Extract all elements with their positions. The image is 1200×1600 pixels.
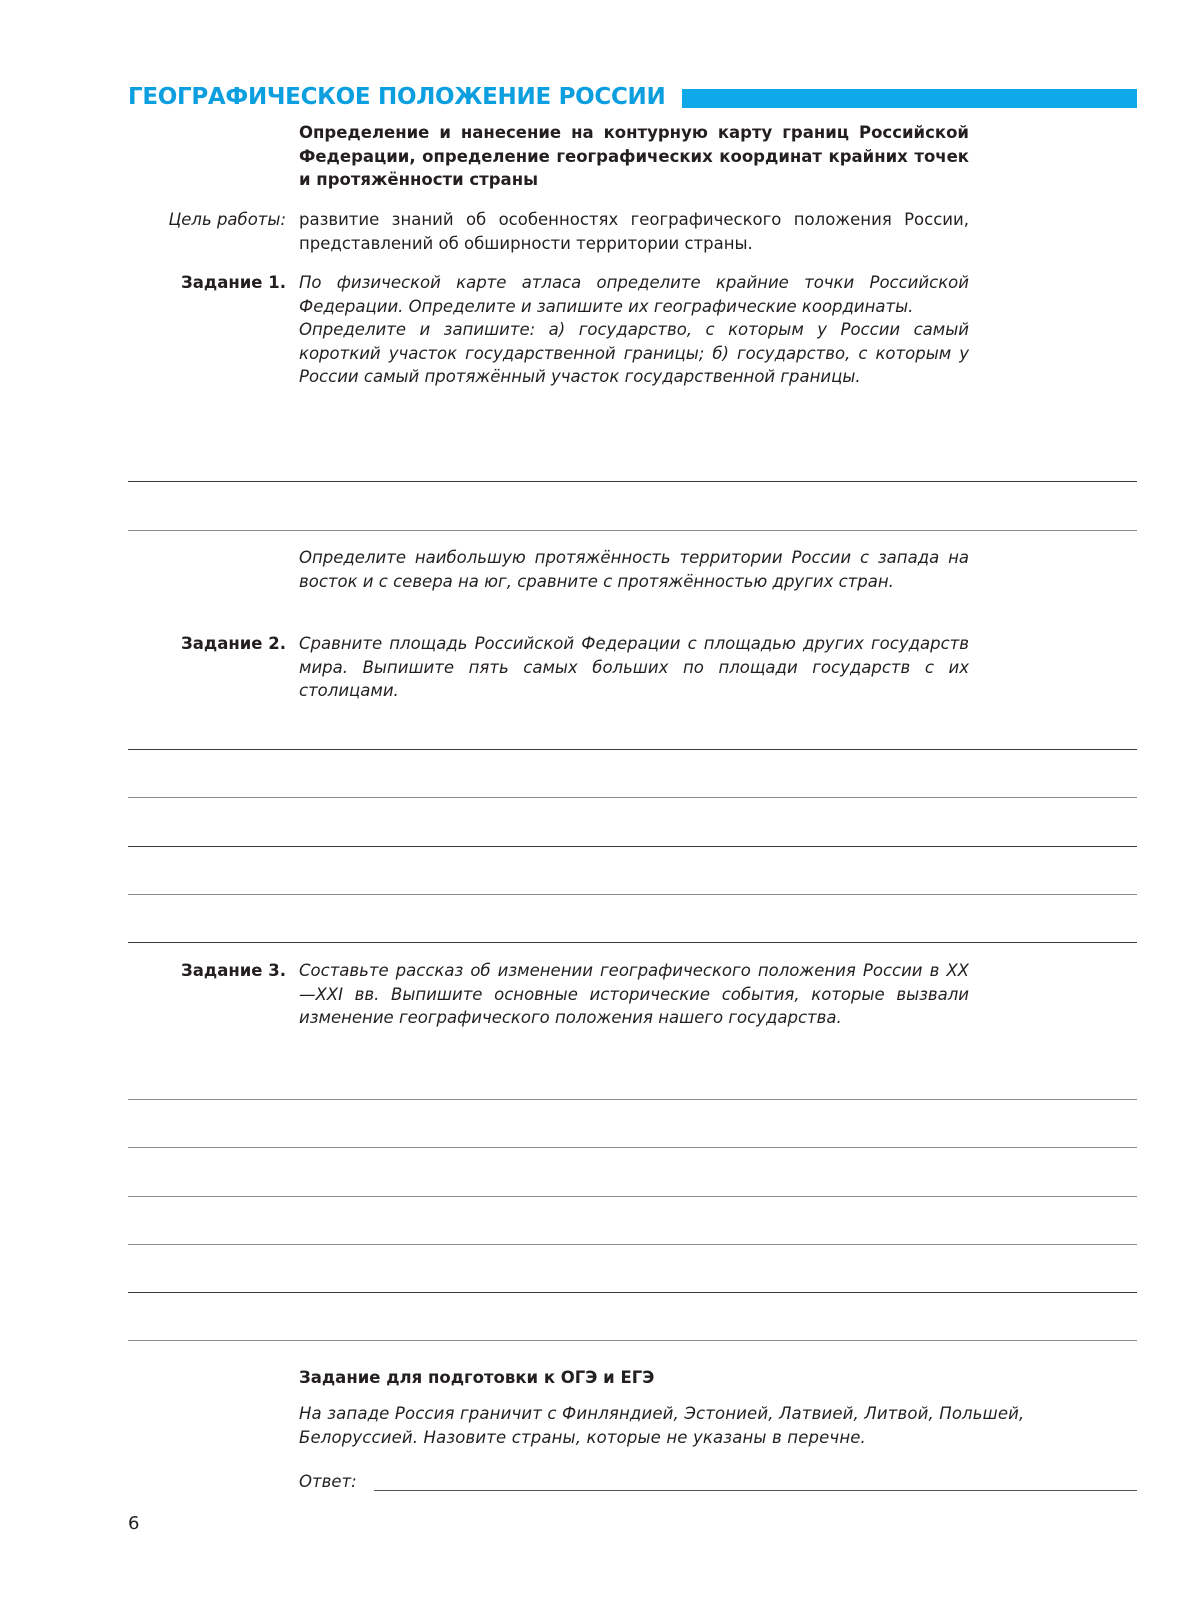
- work-subtitle: Определение и нанесение на контурную карту границ Российской Федерации, определение географических координат крайних точек и протяжённости страны: [299, 123, 969, 189]
- answer-label: Ответ:: [299, 1472, 357, 1491]
- task1-paragraph-2: Определите и запишите: а) государство, с которым у России самый короткий участок государственной границы; б) государство, с которым у России самый протяжённый участок государственной границы.: [299, 320, 969, 386]
- task3-label: Задание 3.: [181, 961, 286, 980]
- answer-line[interactable]: [128, 1244, 1137, 1245]
- task1-text: [299, 271, 969, 389]
- answer-line[interactable]: [128, 1147, 1137, 1148]
- answer-line[interactable]: [128, 1099, 1137, 1100]
- answer-line[interactable]: [128, 530, 1137, 531]
- answer-line[interactable]: [128, 846, 1137, 847]
- answer-line[interactable]: [128, 894, 1137, 895]
- answer-line[interactable]: [128, 481, 1137, 482]
- goal-text: развитие знаний об особенностях географического положения России, представлений об обширности территории страны.: [299, 210, 969, 253]
- answer-line[interactable]: [128, 1196, 1137, 1197]
- task1-paragraph-1: По физической карте атласа определите крайние точки Российской Федерации. Определите и запишите их географические координаты.: [299, 273, 969, 316]
- page-title: ГЕОГРАФИЧЕСКОЕ ПОЛОЖЕНИЕ РОССИИ: [128, 84, 666, 110]
- task2-text: Сравните площадь Российской Федерации с площадью других государств мира. Выпишите пять самых больших по площади государств с их столицами.: [299, 634, 969, 700]
- exam-prep-heading: Задание для подготовки к ОГЭ и ЕГЭ: [299, 1368, 655, 1387]
- title-accent-bar: [682, 89, 1137, 108]
- answer-line[interactable]: [128, 797, 1137, 798]
- answer-line[interactable]: [128, 1340, 1137, 1341]
- answer-line[interactable]: [128, 942, 1137, 943]
- goal-label: Цель работы:: [168, 210, 286, 229]
- answer-line[interactable]: [128, 1292, 1137, 1293]
- task2-label: Задание 2.: [181, 634, 286, 653]
- task3-text: Составьте рассказ об изменении географического положения России в XX—XXI вв. Выпишите основные исторические события, которые вызвали изменение географического положения нашего государства.: [299, 961, 969, 1027]
- answer-line[interactable]: [128, 749, 1137, 750]
- answer-input-line[interactable]: [374, 1490, 1137, 1491]
- task1-paragraph-3: Определите наибольшую протяжённость территории России с запада на восток и с севера на юг, сравните с протяжённостью других стран.: [299, 548, 969, 591]
- exam-prep-text: На западе Россия граничит с Финляндией, Эстонией, Латвией, Литвой, Польшей, Белоруссией. Назовите страны, которые не указаны в перечне.: [299, 1404, 1025, 1447]
- page-number: 6: [128, 1513, 140, 1534]
- task1-label: Задание 1.: [181, 273, 286, 292]
